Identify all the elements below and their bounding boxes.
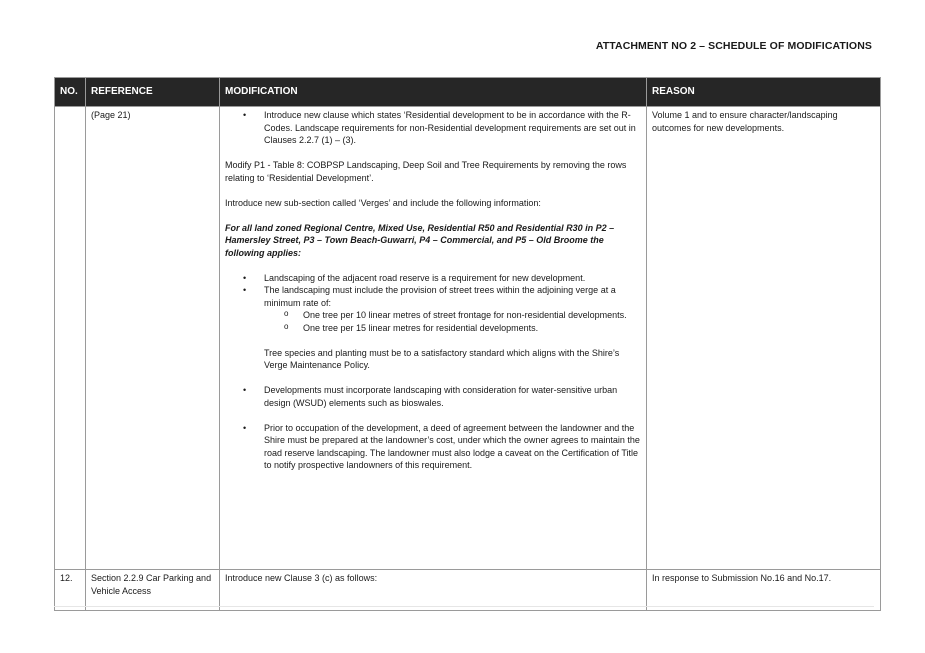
- footer-divider: [54, 606, 874, 607]
- header-reference: REFERENCE: [86, 78, 220, 107]
- modification-paragraph: Modify P1 - Table 8: COBPSP Landscaping, Deep Soil and Tree Requirements by removing the rows relating to ‘Residential Development’.: [225, 160, 627, 183]
- bullet-list: [225, 272, 641, 335]
- modification-paragraph: Introduce new sub-section called ‘Verges’ and include the following information:: [225, 197, 541, 208]
- bullet-item: • Introduce new clause which states ‘Residential development to be in accordance with the R-Codes. Landscape requirements for non-Residential development requirements are set out in Clauses 2.2.7 (1) – (3).: [264, 109, 641, 147]
- bullet-item: • Developments must incorporate landscaping with consideration for water-sensitive urban design (WSUD) elements such as bioswales.: [264, 384, 641, 409]
- page-heading: ATTACHMENT NO 2 – SCHEDULE OF MODIFICATIONS: [595, 40, 872, 52]
- cell-reference: (Page 21): [86, 107, 220, 570]
- schedule-of-modifications-table: [54, 77, 881, 611]
- bullet-item: • Prior to occupation of the development, a deed of agreement between the landowner and the Shire must be prepared at the landowner’s cost, under which the owner agrees to maintain the road reserve landscaping. The landowner must also lodge a caveat on the Certification of Title to notify prospective landowners of this requirement.: [264, 422, 641, 472]
- sub-bullet-list: [264, 309, 641, 334]
- cell-no: [55, 107, 86, 570]
- sub-bullet-item: o One tree per 10 linear metres of street frontage for non-residential developments.: [303, 309, 641, 322]
- bullet-list: [225, 384, 641, 409]
- bullet-text: The landscaping must include the provision of street trees within the adjoining verge at a minimum rate of:: [264, 285, 616, 308]
- header-no: NO.: [55, 78, 86, 107]
- cell-no: 12.: [55, 570, 86, 611]
- bullet-list: [225, 109, 641, 147]
- header-modification: MODIFICATION: [220, 78, 647, 107]
- zoning-applicability-paragraph: For all land zoned Regional Centre, Mixed Use, Residential R50 and Residential R30 in P2 – Hamersley Street, P3 – Town Beach-Guwarri, P4 – Commercial, and P5 – Old Broome the following applies:: [225, 222, 615, 258]
- table-row: [55, 107, 881, 570]
- table-row: [55, 570, 881, 611]
- cell-reference: Section 2.2.9 Car Parking and Vehicle Access: [86, 570, 220, 611]
- cell-reason: In response to Submission No.16 and No.17.: [647, 570, 881, 611]
- table-header-row: [55, 78, 881, 107]
- bullet-list: [225, 422, 641, 472]
- header-reason: REASON: [647, 78, 881, 107]
- bullet-item: • Landscaping of the adjacent road reserve is a requirement for new development.: [264, 272, 641, 285]
- cell-modification: Introduce new Clause 3 (c) as follows:: [220, 570, 647, 611]
- cell-modification: [220, 107, 647, 570]
- bullet-item: [264, 284, 641, 334]
- sub-bullet-item: o One tree per 15 linear metres for residential developments.: [303, 322, 641, 335]
- cell-reason: Volume 1 and to ensure character/landscaping outcomes for new developments.: [647, 107, 881, 570]
- tree-species-paragraph: Tree species and planting must be to a satisfactory standard which aligns with the Shire’s Verge Maintenance Policy.: [264, 347, 620, 370]
